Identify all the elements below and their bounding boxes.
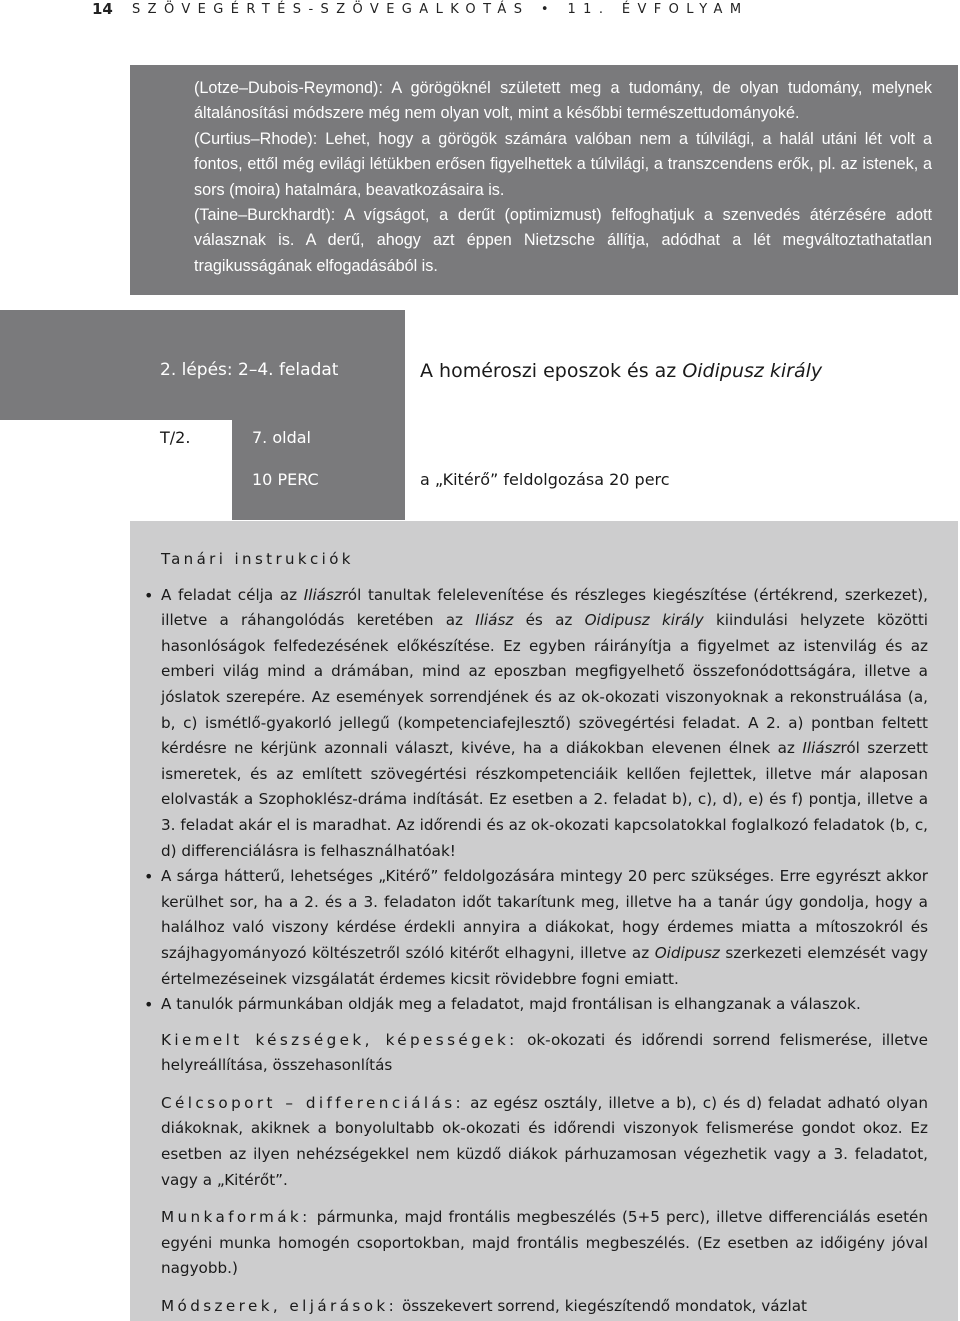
step-title [420, 360, 822, 382]
instruction-list [161, 583, 928, 1018]
quote-box [130, 65, 958, 295]
instruction-item: • A feladat célja az Iliászról tanultak felelevenítése és részleges kiegészítése (értékrend, szerkezet), illetve a ráhangolódás keretében az Iliász és az Oidipusz király kiindulási helyzete közötti hasonlóságok felfedezésének előkészítése. Ez egyben ráirányítja a figyelmet az istenvilág és az emberi világ mind a drámában, mind az eposzban megfigyelhető összefonódottságára, illetve a jóslatok szerepére. Az események sorrendjének és az ok-okozati viszonyoknak a rekonstruálása (a, b, c) ismétlő-gyakorló jellegű (kompetenciafejlesztő) szövegértési feladat. A 2. a) pontban feltett kérdésre ne kérjünk azonnali választ, kivéve, ha a diákokban elevenen élnek az Iliászról szerzett ismeretek, és az említett szövegértési részkompetenciáik kellően fejlettek, illetve már alaposan elolvasták a Szophoklész-dráma indítását. Ez esetben a 2. feladat b), c), d), e) és f) pontja, illetve a 3. feladat akár el is maradhat. Az időrendi és az ok-okozati kapcsolatokkal foglalkozó feladatok (b, c, d) differenciálásra is felhasználhatóak! [161, 583, 928, 865]
quote-curtius: (Curtius–Rhode): Lehet, hogy a görögök számára valóban nem a túlvilági, a halál utáni lét volt a fontos, ettől még evilági létükben erősen figyelhettek a túlvilági, a transzcendens erők, pl. az istenek, a sors (moira) hatalmára, beavatkozásaira is. [194, 129, 932, 199]
instruction-item: • A sárga hátterű, lehetséges „Kitérő” feldolgozására mintegy 20 perc szükséges. Erre egyrészt akkor kerülhet sor, ha a 2. és a 3. feladaton időt takarítunk meg, illetve ha a tanár úgy gondolja, hogy a halálhoz való viszony kérdése érdekli annyira a diákokat, hogy érdemes miatta a mítoszokról és szájhagyományozó költészetről szóló kitérőt elhagyni, illetve az Oidipusz szerkezeti elemzését vagy értelmezéseinek vizsgálatát érdemes kicsit rövidebbre fogni emiatt. [161, 864, 928, 992]
work-forms-label: Munkaformák: [161, 1208, 311, 1227]
quote-taine: (Taine–Burckhardt): A vígságot, a derűt (optimizmust) felfoghatjuk a szenvedés átérzésére adott válasznak is. A derű, ahogy azt éppen Nietzsche állítja, adódhat a lét megváltoztathatatlan tragikusságának elfogadásából is. [194, 206, 932, 275]
methods-label: Módszerek, eljárások: [161, 1297, 398, 1316]
instructions-box [130, 521, 958, 1321]
quote-lotze: (Lotze–Dubois-Reymond): A görögöknél született meg a tudomány, de olyan tudomány, melynek általánosítási módszere még nem olyan volt, mint a későbbi természettudományoké. [194, 79, 932, 123]
skills-label: Kiemelt készségek, képességek: [161, 1030, 518, 1049]
page-number: 14 [92, 0, 113, 18]
step-title-text: A homéroszi eposzok és az [420, 360, 683, 382]
task-code: T/2. [160, 428, 191, 447]
running-title: SZÖVEGÉRTÉS-SZÖVEGALKOTÁS • 11. ÉVFOLYAM [132, 2, 749, 17]
target-group-label: Célcsoport – differenciálás: [161, 1093, 465, 1112]
methods-paragraph: Módszerek, eljárások: összekevert sorrend, kiegészítendő mondatok, vázlat [161, 1297, 807, 1316]
page-header [0, 0, 960, 20]
target-group-paragraph: Célcsoport – differenciálás: az egész osztály, illetve a b), c) és d) feladat adható olyan diákoknak, akiknek a bonyolultabb ok-okozati és időrendi viszonyok felismerése gondot okoz. Ez esetben az ilyen nehézségekkel nem küzdő diákok párhuzamosan végezhetik vagy a 3. feladatot, vagy a „Kitérőt”. [161, 1093, 928, 1189]
time-label: 10 PERC [252, 470, 319, 489]
step-label: 2. lépés: 2–4. feladat [160, 360, 339, 380]
page-reference: 7. oldal [252, 428, 311, 447]
instruction-item: • A tanulók pármunkában oldják meg a feladatot, majd frontálisan is elhangzanak a válaszok. [161, 992, 928, 1018]
kitero-note: a „Kitérő” feldolgozása 20 perc [420, 470, 670, 489]
work-forms-paragraph: Munkaformák: pármunka, majd frontális megbeszélés (5+5 perc), illetve differenciálás esetén egyéni munka homogén csoportokban, majd frontális megbeszélés. (Ez esetben az időigény jóval nagyobb.) [161, 1208, 928, 1278]
skills-paragraph: Kiemelt készségek, képességek: ok-okozati és időrendi sorrend felismerése, illetve helyreállítása, összehasonlítás [161, 1030, 928, 1075]
step-title-italic: Oidipusz király [682, 360, 823, 382]
instructions-heading: Tanári instrukciók [161, 550, 354, 568]
